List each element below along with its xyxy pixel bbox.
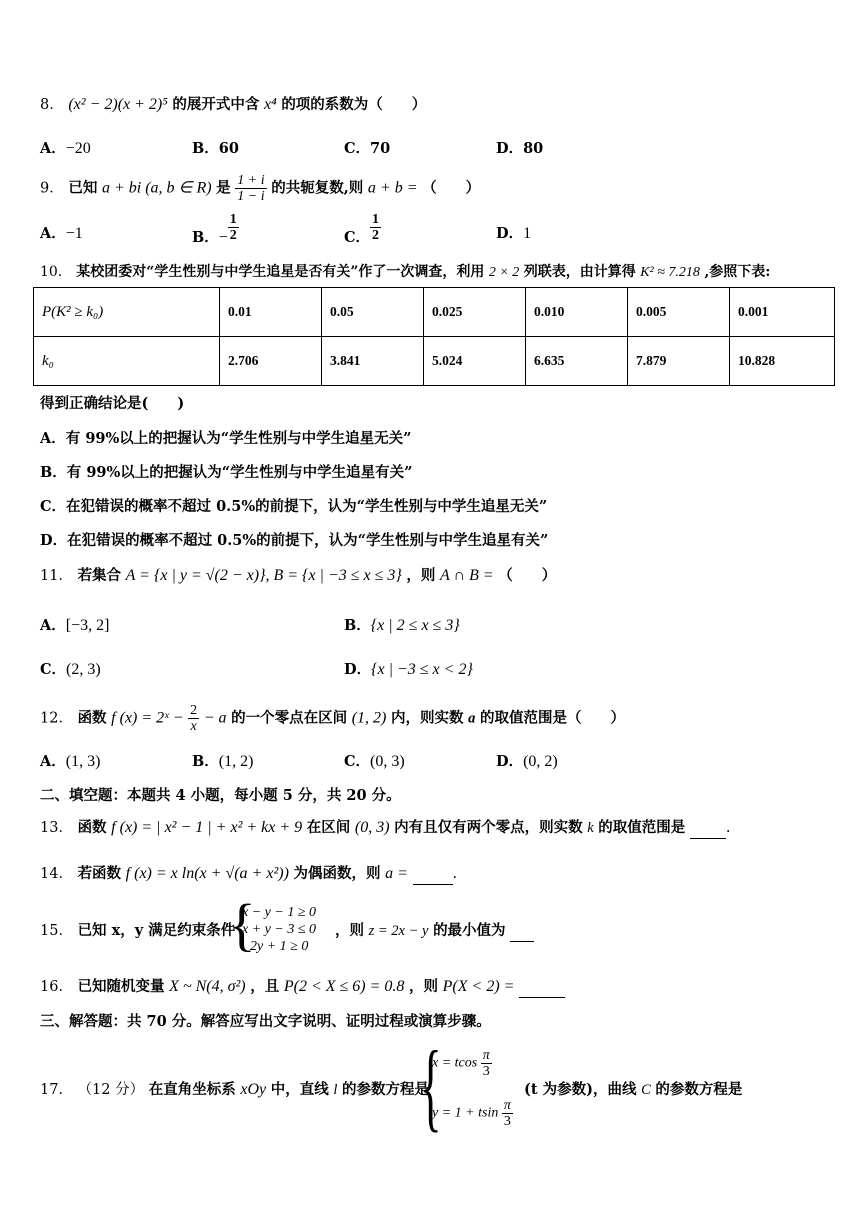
question-number: 16． <box>40 979 73 995</box>
option-c[interactable]: C．(2, 3) <box>40 661 101 678</box>
option-a[interactable]: A．−1 <box>40 225 83 242</box>
expression: A = {x | y = √(2 − x)}, B = {x | −3 ≤ x ≤ 3} <box>125 567 402 584</box>
option-d[interactable]: D．在犯错误的概率不超过 0.5%的前提下，认为“学生性别与中学生追星有关” <box>40 532 549 549</box>
expression: (x² − 2)(x + 2)⁵ <box>68 96 168 113</box>
table-cell: 0.010 <box>526 288 628 337</box>
question-15: 15． 已知 x，y 满足约束条件 <box>40 922 236 939</box>
critical-value-table <box>33 287 835 386</box>
question-13: 13． 函数 f (x) = | x² − 1 | + x² + kx + 9 在区间 (0, 3) 内有且仅有两个零点，则实数 k 的取值范围是 . <box>40 818 731 839</box>
table-row <box>34 337 835 386</box>
option-c[interactable]: C．在犯错误的概率不超过 0.5%的前提下，认为“学生性别与中学生追星无关” <box>40 498 548 515</box>
option-b[interactable]: B．(1, 2) <box>192 753 254 770</box>
question-number: 11． <box>40 568 73 584</box>
table-cell: 0.05 <box>322 288 424 337</box>
expression: X ~ N(4, σ²) <box>169 978 246 995</box>
answer-blank[interactable] <box>510 921 534 942</box>
table-cell: 0.025 <box>424 288 526 337</box>
parametric-eq-y: y = 1 + tsin $\frac{\pi}{3}$ <box>432 1098 511 1129</box>
expression: x⁴ <box>264 96 277 113</box>
question-17: 17． （12 分） 在直角坐标系 xOy 中，直线 l 的参数方程是 <box>40 1081 429 1098</box>
question-text: 的项的系数为（ ） <box>281 96 427 113</box>
question-number: 17． <box>40 1082 73 1098</box>
question-9: 9． 已知 a + bi (a, b ∈ R) 是 $\frac{1 + i}{1 - i}$ 的共轭复数,则 a + b = （ ） <box>40 173 481 204</box>
table-cell: 10.828 <box>730 337 835 386</box>
option-b[interactable]: B．60 <box>192 140 239 157</box>
question-text: 的展开式中含 <box>172 96 260 113</box>
section-heading: 二、填空题：本题共 4 小题，每小题 5 分，共 20 分。 <box>40 787 401 804</box>
question-8 <box>40 95 426 115</box>
option-d[interactable]: D．(0, 2) <box>496 753 558 770</box>
option-b[interactable]: B．− $\frac{1}{2}$ <box>192 212 237 246</box>
question-14: 14． 若函数 f (x) = x ln(x + √(a + x²)) 为偶函数，则 a = . <box>40 864 457 885</box>
expression: a + b = <box>367 179 418 197</box>
table-cell: 0.001 <box>730 288 835 337</box>
option-a[interactable]: A．−20 <box>40 140 91 157</box>
answer-blank[interactable] <box>519 977 565 998</box>
option-a[interactable]: A．(1, 3) <box>40 753 101 770</box>
option-c[interactable]: C．70 <box>344 140 391 157</box>
option-b[interactable]: B．有 99%以上的把握认为“学生性别与中学生追星有关” <box>40 464 413 481</box>
question-number: 14． <box>40 866 73 882</box>
question-number: 10． <box>40 264 72 280</box>
table-header-cell: k₀ <box>34 337 220 386</box>
question-number: 15． <box>40 923 73 939</box>
constraint-system: x − y − 1 ≥ 0 x + y − 3 ≤ 0 2y + 1 ≥ 0 <box>242 905 317 954</box>
table-cell: 0.01 <box>220 288 322 337</box>
option-d[interactable]: D．{x | −3 ≤ x < 2} <box>344 661 473 678</box>
table-cell: 6.635 <box>526 337 628 386</box>
question-number: 9． <box>40 180 64 197</box>
expression: a + bi (a, b ∈ R) <box>101 179 212 197</box>
question-17-tail: (t 为参数)，曲线 C 的参数方程是 <box>524 1081 743 1098</box>
section-heading: 三、解答题：共 70 分。解答应写出文字说明、证明过程或演算步骤。 <box>40 1013 491 1030</box>
option-b[interactable]: B．{x | 2 ≤ x ≤ 3} <box>344 617 460 634</box>
score: （12 分） <box>77 1082 145 1098</box>
question-number: 12． <box>40 710 73 727</box>
table-header-cell: P(K² ≥ k₀) <box>34 288 220 337</box>
fraction: $\frac{2}{x}$ <box>190 703 198 734</box>
left-brace: { <box>228 892 256 957</box>
option-a[interactable]: A．[−3, 2] <box>40 617 110 634</box>
option-a[interactable]: A．有 99%以上的把握认为“学生性别与中学生追星无关” <box>40 430 412 447</box>
table-cell: 0.005 <box>628 288 730 337</box>
expression: f (x) = | x² − 1 | + x² + kx + 9 <box>111 819 303 836</box>
parametric-eq-x: x = tcos $\frac{\pi}{3}$ <box>432 1048 490 1079</box>
question-12: 12． 函数 f (x) = 2ˣ − $\frac{2}{x}$ − a 的一个零点在区间 (1, 2) 内，则实数 a 的取值范围是（ ） <box>40 703 625 734</box>
table-cell: 5.024 <box>424 337 526 386</box>
table-cell: 7.879 <box>628 337 730 386</box>
question-16: 16． 已知随机变量 X ~ N(4, σ²) ，且 P(2 < X ≤ 6) = 0.8 ，则 P(X < 2) = <box>40 977 565 998</box>
table-cell: 3.841 <box>322 337 424 386</box>
question-prompt: 得到正确结论是( ) <box>40 395 185 412</box>
question-number: 13． <box>40 820 73 836</box>
fraction: $\frac{1 + i}{1 - i}$ <box>237 173 265 204</box>
expression: A ∩ B = <box>440 567 494 584</box>
question-15-tail: ，则 z = 2x − y 的最小值为 <box>335 921 534 942</box>
question-number: 8． <box>40 97 64 113</box>
option-d[interactable]: D．80 <box>496 140 544 157</box>
answer-blank[interactable] <box>690 818 726 839</box>
option-c[interactable]: C． $\frac{1}{2}$ <box>344 212 380 246</box>
expression: f (x) = x ln(x + √(a + x²)) <box>125 865 289 882</box>
left-brace: { <box>420 1030 442 1141</box>
table-cell: 2.706 <box>220 337 322 386</box>
question-10: 10． 某校团委对“学生性别与中学生追星是否有关”作了一次调查，利用 2 × 2 列联表，由计算得 K² ≈ 7.218 ,参照下表: <box>40 264 771 280</box>
question-11: 11． 若集合 A = {x | y = √(2 − x)}, B = {x | −3 ≤ x ≤ 3} ，则 A ∩ B = （ ） <box>40 567 557 584</box>
answer-blank[interactable] <box>413 864 453 885</box>
option-c[interactable]: C．(0, 3) <box>344 753 405 770</box>
option-d[interactable]: D．1 <box>496 225 532 242</box>
expression: f (x) = 2ˣ − <box>111 709 184 727</box>
table-row <box>34 288 835 337</box>
